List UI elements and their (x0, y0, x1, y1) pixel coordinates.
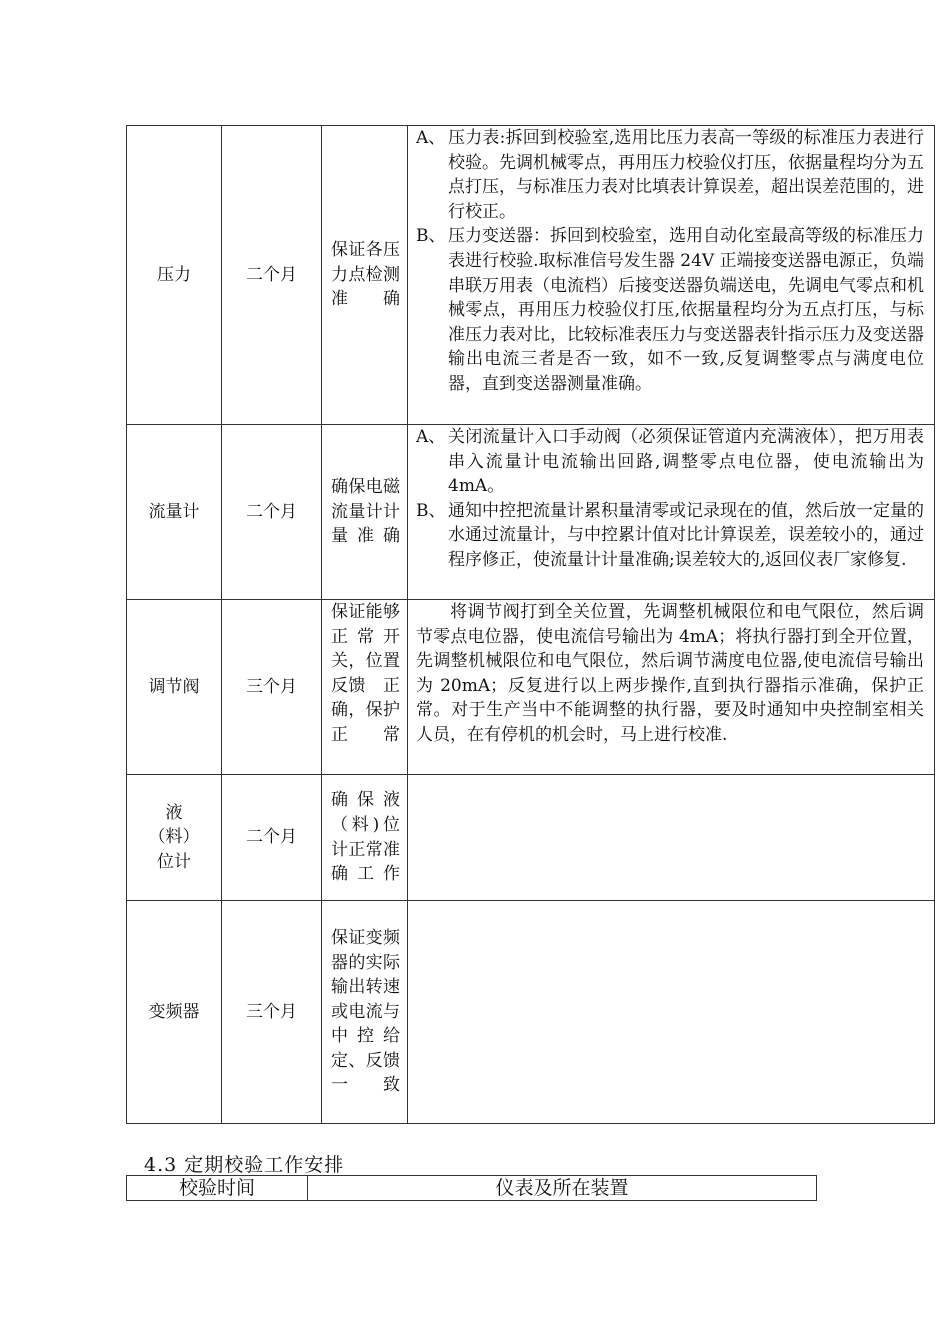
table-row (127, 425, 935, 600)
instrument-name: 调节阀 (127, 600, 222, 775)
item-marker: A、 (416, 128, 446, 148)
calibration-table (126, 125, 935, 1124)
calibration-purpose: 保证各压力点检测准确 (322, 126, 408, 425)
instrument-name: 液（料）位计 (127, 775, 222, 901)
item-marker: A、 (416, 427, 446, 447)
method-item (416, 224, 924, 396)
calibration-period: 二个月 (222, 425, 322, 600)
calibration-method (408, 775, 935, 901)
table-row (127, 600, 935, 775)
calibration-method (408, 901, 935, 1124)
column-header-instrument: 仪表及所在装置 (308, 1176, 817, 1201)
item-marker: B、 (416, 500, 446, 521)
method-text: 将调节阀打到全关位置，先调整机械限位和电气限位，然后调节零点电位器，使电流信号输出为 4mA；将执行器打到全开位置，先调整机械限位和电气限位，然后调节满度电位器,使电流信号输出为 20mA；反复进行以上两步操作,直到执行器指示准确，保护正常。对于生产当中不能调整的执行器，要及时通知中央控制室相关人员，在有停机的机会时，马上进行校准. (416, 602, 924, 745)
calibration-method (408, 126, 935, 425)
calibration-method (408, 600, 935, 775)
item-text: 压力变送器：拆回到校验室，选用自动化室最高等级的标准压力表进行校验.取标准信号发生器 24V 正端接变送器电源正，负端串联万用表（电流档）后接变送器负端送电，先调电气零点和机械零点，再用压力校验仪打压,依据量程均分为五点打压，与标准压力表对比，比较标准表压力与变送器表针指示压力及变送器输出电流三者是否一致，如不一致,反复调整零点与满度电位器，直到变送器测量准确。 (448, 226, 924, 394)
calibration-purpose: 确保液（料)位计正常准确工作 (322, 775, 408, 901)
section-heading: 4.3 定期校验工作安排 (144, 1154, 345, 1176)
schedule-table (126, 1175, 817, 1201)
schedule-header-row (127, 1176, 817, 1201)
calibration-purpose: 保证变频器的实际输出转速或电流与中控给定、反馈一致 (322, 901, 408, 1124)
calibration-period: 三个月 (222, 600, 322, 775)
item-text: 关闭流量计入口手动阀（必须保证管道内充满液体），把万用表串入流量计电流输出回路,调整零点电位器，使电流输出为 4mA。 (448, 427, 924, 497)
column-header-time: 校验时间 (127, 1176, 308, 1201)
calibration-period: 二个月 (222, 775, 322, 901)
calibration-purpose: 保证能够正常开关，位置反馈 正确，保护正常 (322, 600, 408, 775)
item-text: 压力表:拆回到校验室,选用比压力表高一等级的标准压力表进行校验。先调机械零点，再用压力校验仪打压，依据量程均分为五点打压，与标准压力表对比填表计算误差，超出误差范围的，进行校正。 (448, 128, 924, 222)
instrument-name: 压力 (127, 126, 222, 425)
table-row (127, 126, 935, 425)
method-item (416, 126, 924, 224)
instrument-name: 变频器 (127, 901, 222, 1124)
table-row (127, 775, 935, 901)
calibration-purpose: 确保电磁流量计计量准确 (322, 425, 408, 600)
method-item (416, 499, 924, 573)
item-marker: B、 (416, 226, 446, 247)
item-text: 通知中控把流量计累积量清零或记录现在的值，然后放一定量的水通过流量计，与中控累计值对比计算误差，误差较小的，通过程序修正，使流量计计量准确;误差较大的,返回仪表厂家修复. (448, 500, 924, 570)
instrument-name: 流量计 (127, 425, 222, 600)
calibration-period: 二个月 (222, 126, 322, 425)
calibration-period: 三个月 (222, 901, 322, 1124)
method-item (416, 425, 924, 499)
table-row (127, 901, 935, 1124)
calibration-method (408, 425, 935, 600)
